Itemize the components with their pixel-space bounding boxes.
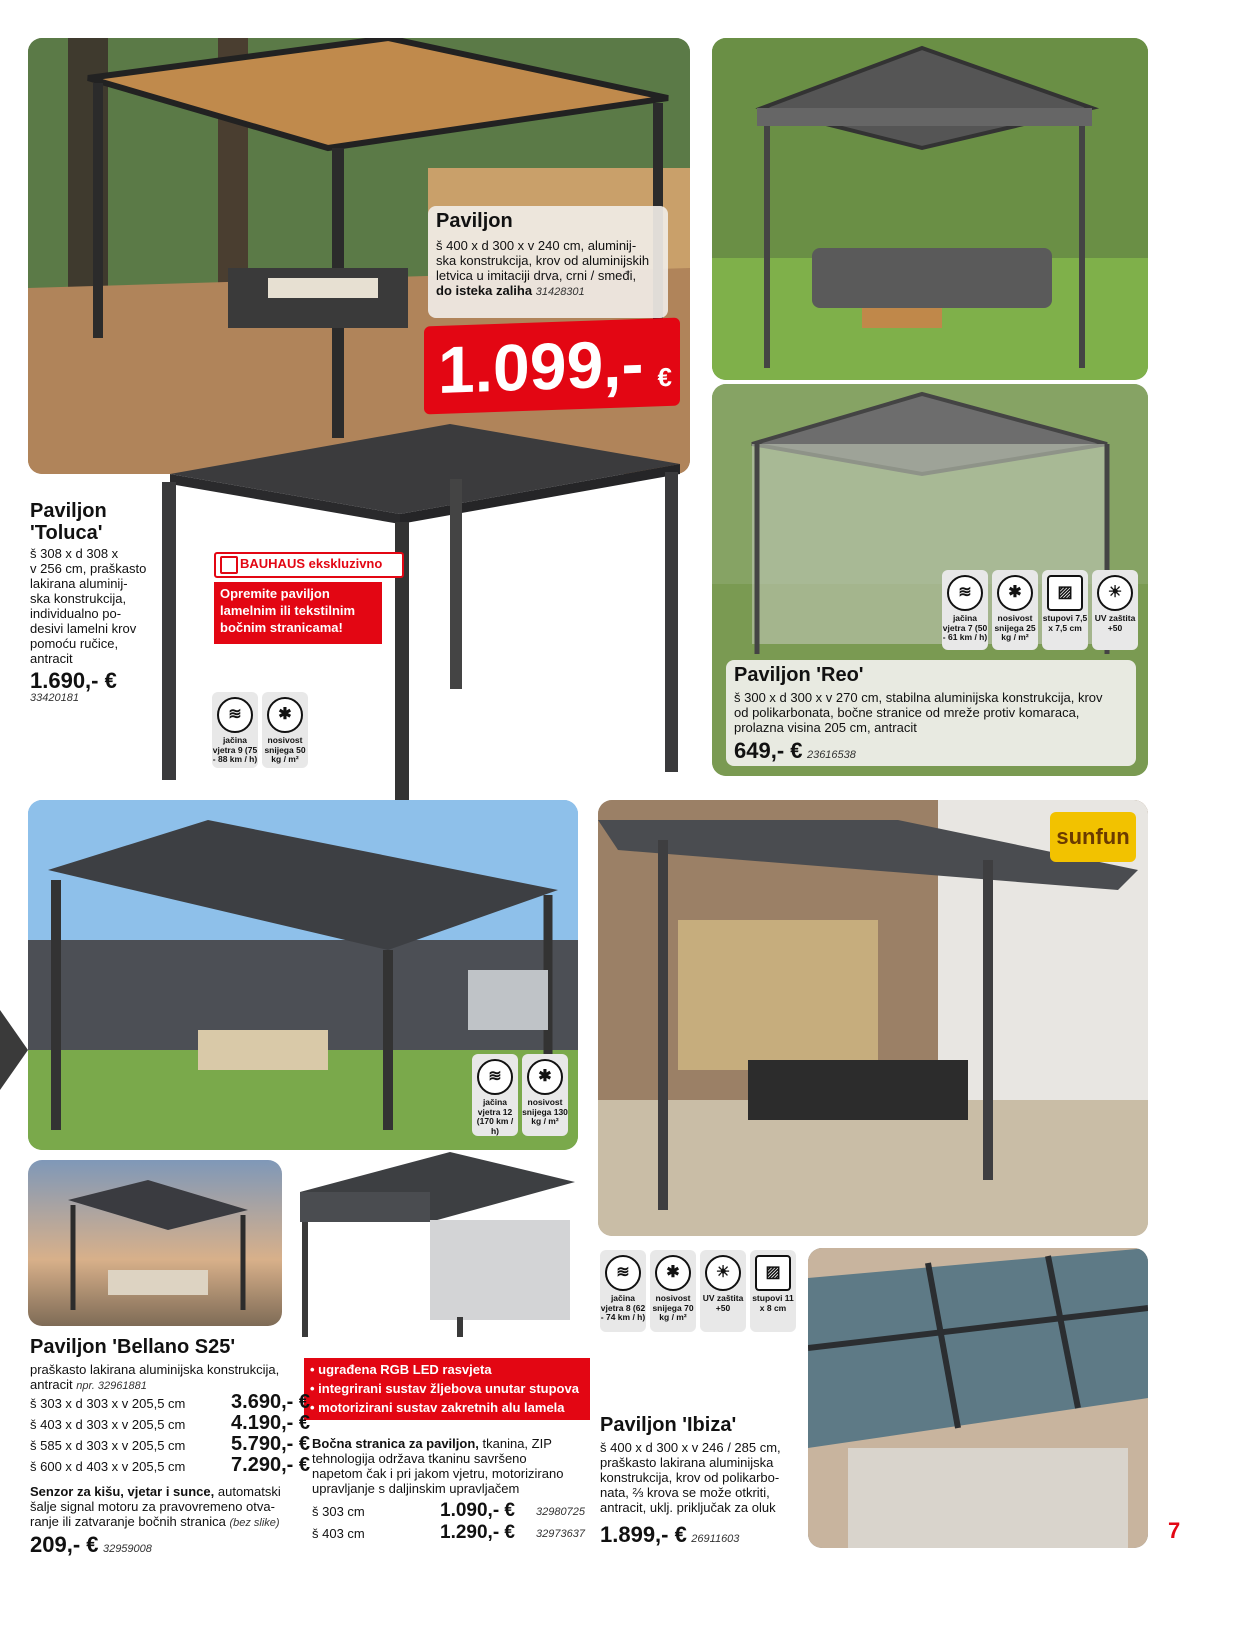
pav1-title: Paviljon	[436, 210, 513, 232]
side-row	[312, 1522, 597, 1544]
side-price: 1.090,- €	[440, 1500, 515, 1521]
reo-desc	[734, 690, 1134, 735]
reo-desc-line: od polikarbonata, bočne stranice od mreže protiv komaraca,	[734, 705, 1080, 720]
size-row	[30, 1454, 310, 1477]
pavilion-illustration	[598, 800, 1148, 1236]
snowflake-icon: ✱	[267, 697, 303, 733]
house-icon	[220, 556, 238, 574]
size-price: 5.790,- €	[231, 1433, 310, 1455]
ibiza-desc-line: antracit, uklj. priključak za oluk	[600, 1500, 776, 1515]
ibiza-price: 1.899,- €	[600, 1522, 687, 1547]
ibiza-wind-spec	[600, 1250, 646, 1332]
size-price: 3.690,- €	[231, 1391, 310, 1413]
toluca-desc-line: antracit	[30, 651, 73, 666]
reo-snow-spec	[992, 570, 1038, 650]
snowflake-icon: ✱	[655, 1255, 691, 1291]
size-row	[30, 1391, 310, 1414]
toluca-snow-spec	[262, 692, 308, 768]
pav1-desc-line: letvica u imitaciji drva, crni / smeđi,	[436, 268, 637, 283]
windsock-icon: ≋	[217, 697, 253, 733]
side-line: tehnologija održava tkaninu savršeno	[312, 1451, 527, 1466]
photo-pavilion-bellano-sunset	[28, 1160, 282, 1326]
size-label: š 585 x d 303 x v 205,5 cm	[30, 1438, 186, 1453]
toluca-promo-banner	[214, 582, 382, 644]
bauhaus-exclusive-text: BAUHAUS ekskluzivno	[240, 556, 383, 571]
toluca-desc-line: individualno po-	[30, 606, 122, 621]
reo-desc-line: prolazna visina 205 cm, antracit	[734, 720, 917, 735]
side-size: š 403 cm	[312, 1526, 365, 1541]
size-row	[30, 1433, 310, 1456]
sensor-line: automatski	[217, 1484, 281, 1499]
pav1-desc-line: š 400 x d 300 x v 240 cm, aluminij-	[436, 238, 637, 253]
spec-text: UV zaštita +50	[1094, 613, 1136, 633]
photo-ibiza-roof-detail	[808, 1248, 1148, 1548]
snowflake-icon: ✱	[527, 1059, 563, 1095]
reo-title: Paviljon 'Reo'	[734, 664, 864, 686]
sensor-note: (bez slike)	[229, 1517, 280, 1529]
pavilion-illustration	[712, 38, 1148, 380]
ibiza-desc-line: konstrukcija, krov od polikarbo-	[600, 1470, 780, 1485]
toluca-desc-line: ska konstrukcija,	[30, 591, 127, 606]
spec-text: jačina vjetra 7 (50 - 61 km / h)	[942, 613, 988, 642]
feature-line: • motorizirani sustav zakretnih alu lamela	[310, 1400, 565, 1415]
ibiza-desc	[600, 1440, 805, 1515]
ibiza-uv-spec	[700, 1250, 746, 1332]
spec-text: nosivost snijega 130 kg / m²	[522, 1097, 568, 1126]
spec-text: stupovi 7,5 x 7,5 cm	[1042, 613, 1088, 633]
toluca-title-line: 'Toluca'	[30, 522, 103, 544]
ibiza-post-spec	[750, 1250, 796, 1332]
size-price: 4.190,- €	[231, 1412, 310, 1434]
ibiza-desc-line: praškasto lakirana aluminijska	[600, 1455, 774, 1470]
sensor-desc	[30, 1484, 310, 1531]
pavilion-illustration	[808, 1248, 1148, 1548]
toluca-desc-line: pomoću ručice,	[30, 636, 119, 651]
side-line: upravljanje s daljinskim upravljačem	[312, 1481, 520, 1496]
spec-text: jačina vjetra 8 (62 - 74 km / h)	[600, 1293, 646, 1322]
ibiza-snow-spec	[650, 1250, 696, 1332]
pavilion-illustration	[28, 1160, 282, 1326]
spec-text: jačina vjetra 9 (75 - 88 km / h)	[212, 735, 258, 764]
pav1-price-badge	[424, 318, 680, 415]
spec-text: stupovi 11 x 8 cm	[752, 1293, 794, 1313]
spec-text: nosivost snijega 70 kg / m²	[652, 1293, 694, 1322]
side-row	[312, 1500, 597, 1522]
photo-side-panel	[300, 1152, 580, 1342]
ibiza-desc-line: nata, ⅔ krova se može otkriti,	[600, 1485, 770, 1500]
spec-text: jačina vjetra 12 (170 km / h)	[476, 1097, 514, 1136]
feature-line: • ugrađena RGB LED rasvjeta	[310, 1362, 492, 1377]
bauhaus-exclusive-label	[214, 552, 404, 578]
spec-text: nosivost snijega 25 kg / m²	[994, 613, 1036, 642]
promo-line: Opremite paviljon	[220, 586, 330, 601]
bellano-desc-line: antracit	[30, 1377, 73, 1392]
side-price: 1.290,- €	[440, 1522, 515, 1543]
pav1-desc-line: ska konstrukcija, krov od aluminijskih	[436, 253, 650, 268]
toluca-code: 33420181	[30, 692, 79, 704]
sensor-line: šalje signal motoru za pravovremeno otva-	[30, 1499, 275, 1514]
sensor-price-row	[30, 1532, 152, 1558]
bellano-desc-line: praškasto lakirana aluminijska konstrukcija,	[30, 1362, 280, 1377]
sensor-price: 209,- €	[30, 1532, 99, 1557]
post-icon: ▨	[755, 1255, 791, 1291]
toluca-title-line: Paviljon	[30, 500, 107, 522]
reo-price: 649,- €	[734, 738, 803, 763]
feature-line: • integrirani sustav žljebova unutar stupova	[310, 1381, 579, 1396]
ibiza-code: 26911603	[691, 1533, 740, 1545]
side-code: 32980725	[536, 1506, 585, 1518]
bellano-npr: npr. 32961881	[76, 1380, 147, 1392]
arrow-right-icon	[0, 1010, 28, 1090]
post-icon: ▨	[1047, 575, 1083, 611]
snowflake-icon: ✱	[997, 575, 1033, 611]
photo-pavilion-ibiza-terrace	[598, 800, 1148, 1236]
bellano-snow-spec	[522, 1054, 568, 1136]
windsock-icon: ≋	[477, 1059, 513, 1095]
spec-text: nosivost snijega 50 kg / m²	[264, 735, 306, 764]
size-row	[30, 1412, 310, 1435]
toluca-price: 1.690,- €	[30, 668, 117, 693]
side-code: 32973637	[536, 1528, 585, 1540]
reo-wind-spec	[942, 570, 988, 650]
ibiza-desc-line: š 400 x d 300 x v 246 / 285 cm,	[600, 1440, 781, 1455]
size-price: 7.290,- €	[231, 1454, 310, 1476]
ibiza-title: Paviljon 'Ibiza'	[600, 1414, 737, 1436]
sunfun-logo: sunfun	[1050, 812, 1136, 862]
side-size: š 303 cm	[312, 1504, 365, 1519]
pav1-desc-line: do isteka zaliha	[436, 283, 533, 298]
sensor-line: ranje ili zatvaranje bočnih stranica	[30, 1514, 226, 1529]
photo-pavilion-garden-sofa	[712, 38, 1148, 380]
bellano-title: Paviljon 'Bellano S25'	[30, 1336, 236, 1358]
reo-post-spec	[1042, 570, 1088, 650]
sensor-title: Senzor za kišu, vjetar i sunce,	[30, 1484, 215, 1499]
pav1-info-box	[428, 206, 668, 318]
toluca-wind-spec	[212, 692, 258, 768]
reo-info-box	[726, 660, 1136, 766]
toluca-desc-line: desivi lamelni krov	[30, 621, 137, 636]
size-label: š 303 x d 303 x v 205,5 cm	[30, 1396, 186, 1411]
windsock-icon: ≋	[947, 575, 983, 611]
side-line: napetom čak i pri jakom vjetru, motorizirano	[312, 1466, 564, 1481]
pav1-currency: €	[657, 361, 672, 393]
pav1-desc	[436, 238, 666, 300]
toluca-desc-line: v 256 cm, praškasto	[30, 561, 147, 576]
side-panel-desc	[312, 1436, 592, 1496]
promo-line: lamelnim ili tekstilnim	[220, 603, 356, 618]
spec-text: UV zaštita +50	[702, 1293, 744, 1313]
sun-icon: ☀	[705, 1255, 741, 1291]
toluca-desc	[30, 546, 180, 666]
side-title: Bočna stranica za paviljon,	[312, 1436, 479, 1451]
toluca-desc-line: š 308 x d 308 x	[30, 546, 119, 561]
sensor-code: 32959008	[102, 1543, 152, 1555]
reo-price-row	[734, 738, 856, 764]
reo-desc-line: š 300 x d 300 x v 270 cm, stabilna aluminijska konstrukcija, krov	[734, 690, 1103, 705]
bellano-size-list	[30, 1391, 310, 1478]
side-panel-rows	[312, 1500, 597, 1546]
pav1-code: 31428301	[535, 286, 585, 298]
bellano-wind-spec	[472, 1054, 518, 1136]
toluca-title	[30, 500, 107, 544]
reo-code: 23616538	[806, 749, 856, 761]
toluca-desc-line: lakirana aluminij-	[30, 576, 128, 591]
size-label: š 403 x d 303 x v 205,5 cm	[30, 1417, 186, 1432]
promo-line: bočnim stranicama!	[220, 620, 343, 635]
side-line: tkanina, ZIP	[482, 1436, 552, 1451]
windsock-icon: ≋	[605, 1255, 641, 1291]
sun-icon: ☀	[1097, 575, 1133, 611]
size-label: š 600 x d 403 x v 205,5 cm	[30, 1459, 186, 1474]
bellano-features	[304, 1358, 590, 1420]
page-number: 7	[1168, 1518, 1181, 1543]
reo-uv-spec	[1092, 570, 1138, 650]
bellano-desc	[30, 1362, 300, 1394]
ibiza-price-row	[600, 1522, 739, 1548]
pav1-price: 1.099,-	[438, 325, 644, 407]
